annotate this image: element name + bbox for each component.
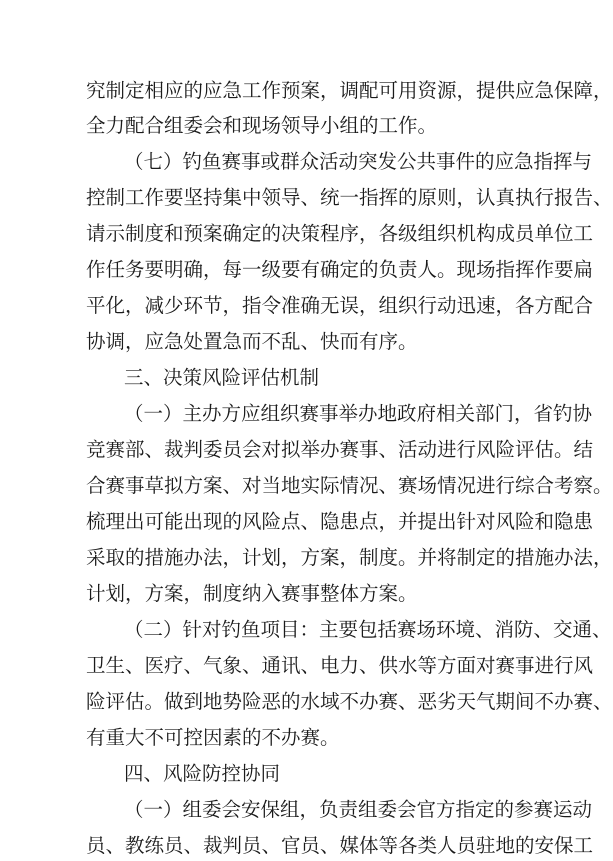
text-line: 请示制度和预案确定的决策程序，各级组织机构成员单位工 <box>86 222 594 245</box>
text-line: 采取的措施办法，计划，方案，制度。并将制定的措施办法， <box>86 546 613 569</box>
text-line: 计划，方案，制度纳入赛事整体方案。 <box>86 582 418 605</box>
section-heading: 四、风险防控协同 <box>124 762 281 785</box>
text-line: 究制定相应的应急工作预案，调配可用资源，提供应急保障， <box>86 79 613 102</box>
text-line: 员、教练员、裁判员、官员、媒体等各类人员驻地的安保工 <box>86 834 594 857</box>
text-line: （七）钓鱼赛事或群众活动突发公共事件的应急指挥与 <box>124 150 593 173</box>
text-line: 梳理出可能出现的风险点、隐患点，并提出针对风险和隐患 <box>86 510 594 533</box>
text-line: 合赛事草拟方案、对当地实际情况、赛场情况进行综合考察。 <box>86 474 613 497</box>
text-line: 协调，应急处置急而不乱、快而有序。 <box>86 330 418 353</box>
text-line: 有重大不可控因素的不办赛。 <box>86 726 340 749</box>
text-line: （二）针对钓鱼项目：主要包括赛场环境、消防、交通、 <box>124 618 612 641</box>
text-line: 平化，减少环节，指令准确无误，组织行动迅速，各方配合 <box>86 294 594 317</box>
text-line: 竞赛部、裁判委员会对拟举办赛事、活动进行风险评估。结 <box>86 438 594 461</box>
text-line: （一）主办方应组织赛事举办地政府相关部门，省钓协 <box>124 402 593 425</box>
text-line: （一）组委会安保组，负责组委会官方指定的参赛运动 <box>124 798 593 821</box>
text-line: 作任务要明确，每一级要有确定的负责人。现场指挥作要扁 <box>86 258 594 281</box>
section-heading: 三、决策风险评估机制 <box>124 366 320 389</box>
text-line: 险评估。做到地势险恶的水域不办赛、恶劣天气期间不办赛、 <box>86 690 613 713</box>
text-line: 控制工作要坚持集中领导、统一指挥的原则，认真执行报告、 <box>86 186 613 209</box>
text-line: 全力配合组委会和现场领导小组的工作。 <box>86 114 438 137</box>
text-line: 卫生、医疗、气象、通讯、电力、供水等方面对赛事进行风 <box>86 654 594 677</box>
